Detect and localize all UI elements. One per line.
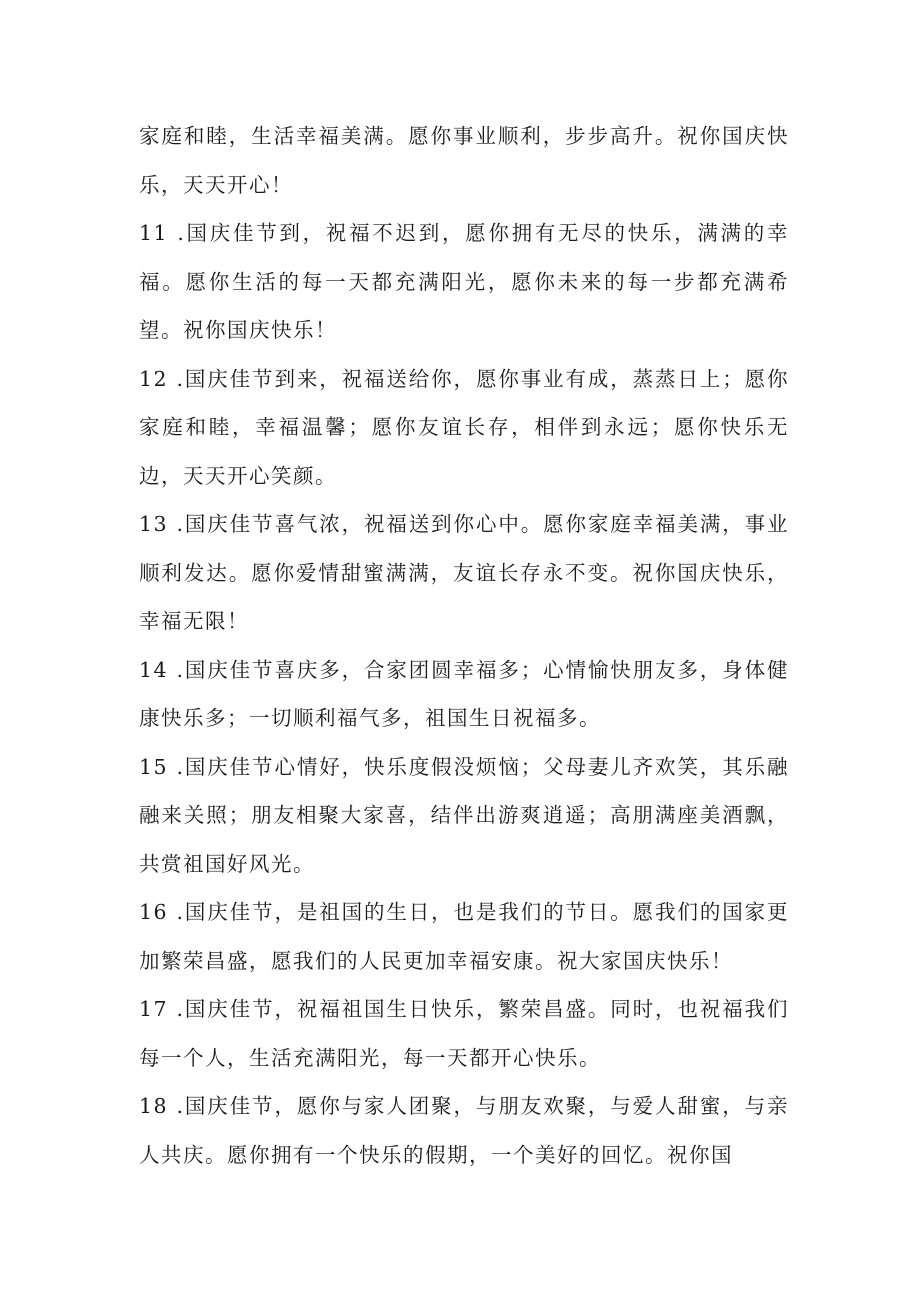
paragraph-13: 13 .国庆佳节喜气浓，祝福送到你心中。愿你家庭幸福美满，事业顺利发达。愿你爱情甜蜜满满，友谊长存永不变。祝你国庆快乐，幸福无限！ [139,512,789,633]
paragraph-15: 15 .国庆佳节心情好，快乐度假没烦恼；父母妻儿齐欢笑，其乐融融来关照；朋友相聚大家喜，结伴出游爽逍遥；高朋满座美酒飘，共赏祖国好风光。 [139,754,789,876]
paragraph-14: 14 .国庆佳节喜庆多，合家团圆幸福多；心情愉快朋友多，身体健康快乐多；一切顺利福气多，祖国生日祝福多。 [139,657,789,730]
paragraph-12: 12 .国庆佳节到来，祝福送给你，愿你事业有成，蒸蒸日上；愿你家庭和睦，幸福温馨；愿你友谊长存，相伴到永远；愿你快乐无边，天天开心笑颜。 [139,366,789,488]
paragraph-11: 11 .国庆佳节到，祝福不迟到，愿你拥有无尽的快乐，满满的幸福。愿你生活的每一天都充满阳光，愿你未来的每一步都充满希望。祝你国庆快乐！ [139,221,789,342]
document-body [139,112,789,1179]
paragraph-18: 18 .国庆佳节，愿你与家人团聚，与朋友欢聚，与爱人甜蜜，与亲人共庆。愿你拥有一个快乐的假期，一个美好的回忆。祝你国 [139,1094,789,1167]
paragraph-17: 17 .国庆佳节，祝福祖国生日快乐，繁荣昌盛。同时，也祝福我们每一个人，生活充满阳光，每一天都开心快乐。 [139,997,789,1070]
paragraph-16: 16 .国庆佳节，是祖国的生日，也是我们的节日。愿我们的国家更加繁荣昌盛，愿我们的人民更加幸福安康。祝大家国庆快乐！ [139,900,789,973]
paragraph-continued: 家庭和睦，生活幸福美满。愿你事业顺利，步步高升。祝你国庆快乐，天天开心！ [139,124,789,197]
